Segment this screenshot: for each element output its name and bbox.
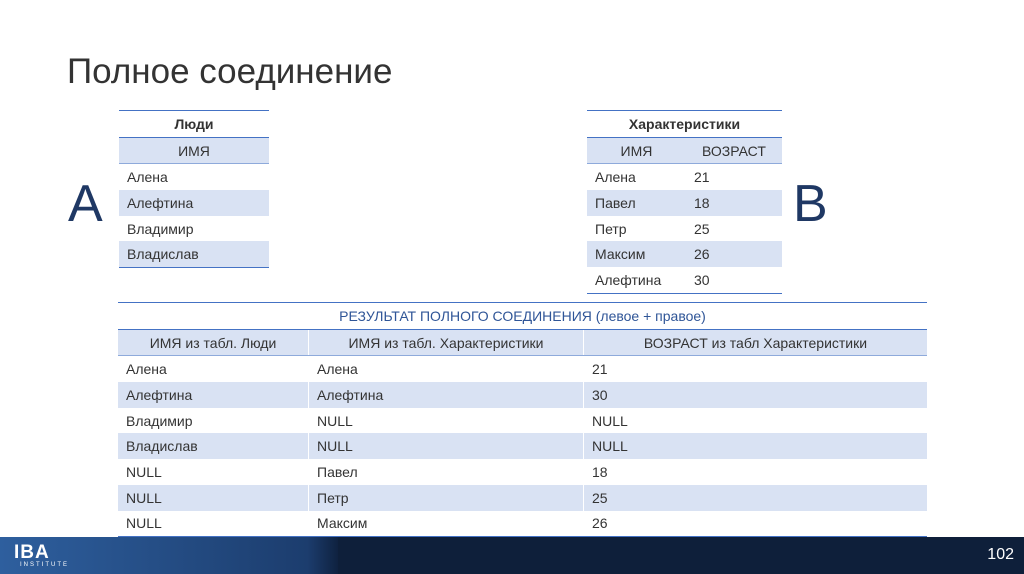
people-table-cell: Алефтина	[119, 190, 269, 216]
result-cell: Алефтина	[309, 382, 584, 408]
result-header-left-name: ИМЯ из табл. Люди	[118, 329, 309, 356]
result-cell: Павел	[309, 459, 584, 485]
result-cell: NULL	[592, 412, 628, 429]
characteristics-header-name: ИМЯ	[587, 137, 686, 164]
people-table-cell: Алена	[127, 169, 168, 186]
characteristics-header-age: ВОЗРАСТ	[686, 137, 782, 164]
footer-dark-panel	[338, 537, 1024, 574]
characteristics-cell: Максим	[587, 241, 686, 267]
result-cell: 26	[584, 511, 928, 537]
result-cell: 18	[592, 463, 608, 480]
result-table-caption: РЕЗУЛЬТАТ ПОЛНОГО СОЕДИНЕНИЯ (левое + правое)	[118, 303, 927, 330]
result-cell: NULL	[118, 511, 309, 537]
people-table	[119, 110, 269, 268]
result-cell: Владислав	[118, 433, 309, 459]
result-cell: Алена	[118, 356, 309, 382]
slide-title: Полное соединение	[67, 52, 393, 91]
result-cell: NULL	[118, 485, 309, 511]
characteristics-cell: Алена	[595, 169, 636, 186]
page-number: 102	[987, 546, 1014, 563]
result-header-right-name: ИМЯ из табл. Характеристики	[309, 329, 584, 356]
characteristics-cell: Петр	[595, 220, 627, 237]
people-table-header: ИМЯ	[119, 137, 269, 164]
result-cell: 30	[584, 382, 928, 408]
result-cell: NULL	[309, 433, 584, 459]
people-table-caption: Люди	[119, 111, 269, 138]
iba-logo: IBA	[14, 542, 50, 563]
result-cell: NULL	[309, 408, 584, 434]
characteristics-cell: 21	[693, 169, 710, 186]
characteristics-cell: 18	[686, 190, 782, 216]
characteristics-cell: 30	[686, 267, 782, 293]
result-cell: Петр	[309, 485, 584, 511]
result-cell: Алефтина	[118, 382, 309, 408]
characteristics-table-caption: Характеристики	[587, 111, 782, 138]
result-cell: Максим	[309, 511, 584, 537]
result-header-age: ВОЗРАСТ из табл Характеристики	[584, 329, 928, 356]
result-cell: NULL	[118, 459, 309, 485]
characteristics-table	[587, 110, 782, 294]
people-table-cell: Владислав	[119, 241, 269, 267]
result-cell: 21	[592, 361, 608, 378]
result-cell: NULL	[584, 433, 928, 459]
iba-logo-subtitle: INSTITUTE	[20, 562, 69, 568]
set-a-label: A	[68, 175, 103, 233]
result-cell: Алена	[309, 356, 584, 382]
characteristics-cell: Алефтина	[587, 267, 686, 293]
characteristics-cell: 26	[686, 241, 782, 267]
characteristics-cell: Павел	[587, 190, 686, 216]
characteristics-cell: 25	[693, 220, 710, 237]
footer-bar	[0, 537, 1024, 574]
result-cell: 25	[584, 485, 928, 511]
result-table	[118, 302, 927, 537]
people-table-cell: Владимир	[127, 220, 194, 237]
result-cell: Владимир	[118, 408, 309, 434]
set-b-label: B	[793, 175, 828, 233]
